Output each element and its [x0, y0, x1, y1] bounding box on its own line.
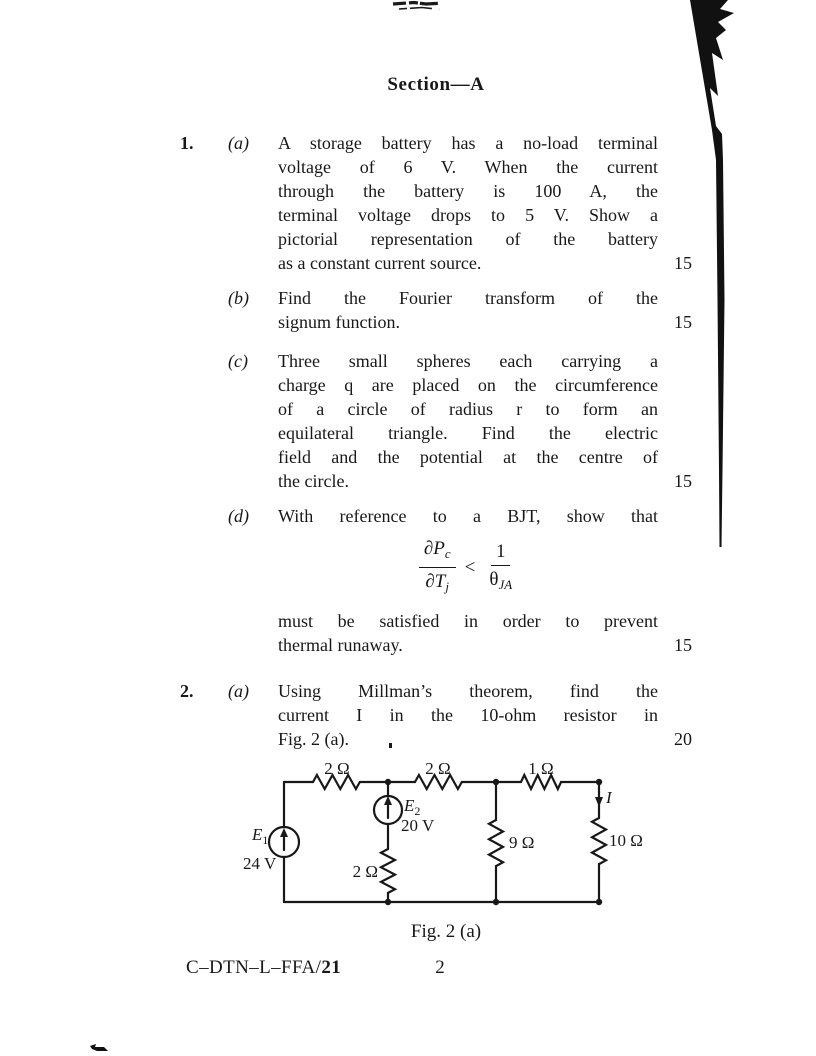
question-1b	[180, 286, 692, 334]
scan-artifact-strikethrough	[392, 0, 456, 14]
fraction-denominator: $\partial T_j$	[425, 571, 450, 594]
figure-caption: Fig. 2 (a)	[410, 921, 482, 942]
label-current-i: I	[606, 788, 612, 807]
question-text	[278, 349, 658, 493]
question-text	[278, 131, 658, 275]
text-line: A storage battery has a no-load terminal	[278, 133, 658, 153]
circuit-arrowheads-and-nodes	[280, 779, 603, 905]
inequality-formula	[278, 537, 658, 599]
label-resistor-10ohm: 10 Ω	[609, 831, 643, 850]
label-source-e1: $E_1$	[252, 825, 269, 847]
question-number	[180, 286, 228, 334]
part-label: (a)	[228, 133, 249, 153]
marks-value: 15	[674, 253, 692, 273]
text-line: equilateral triangle. Find the electric	[278, 423, 658, 443]
label-source-e1-value: 24 V	[243, 854, 277, 873]
circuit-diagram-fig-2a	[220, 748, 680, 918]
question-number	[180, 504, 228, 657]
label-resistor-1ohm: 1 Ω	[528, 759, 554, 778]
question-text	[278, 504, 658, 657]
fraction-numerator: 1	[491, 540, 511, 566]
question-text	[278, 286, 658, 334]
resistor-10ohm	[592, 818, 606, 864]
text-line: the circle.	[278, 471, 349, 491]
text-line: thermal runaway.	[278, 635, 403, 655]
text-line: Fig. 2 (a).	[278, 729, 349, 749]
question-1a	[180, 131, 692, 275]
resistor-9ohm	[489, 820, 503, 866]
paper-code: C–DTN–L–FFA/21	[186, 957, 342, 978]
fraction-denominator: $\theta_{JA}$	[489, 568, 513, 592]
marks-value: 15	[674, 312, 692, 332]
part-label: (b)	[228, 288, 249, 308]
question-number: 2.	[180, 681, 194, 701]
part-label: (c)	[228, 351, 248, 371]
circuit-labels	[243, 759, 643, 881]
text-line: Using Millman’s theorem, find the	[278, 681, 658, 701]
resistor-2ohm-vertical	[381, 849, 395, 893]
question-text	[278, 679, 658, 751]
label-resistor-2ohm-vertical: 2 Ω	[352, 862, 378, 881]
question-1c	[180, 349, 692, 493]
text-line: terminal voltage drops to 5 V. Show a	[278, 205, 658, 225]
label-source-e2-value: 20 V	[401, 816, 435, 835]
text-line: With reference to a BJT, show that	[278, 506, 658, 526]
text-line: must be satisfied in order to prevent	[278, 611, 658, 631]
part-label: (d)	[228, 506, 249, 526]
question-1d	[180, 504, 692, 657]
label-source-e2: $E_2$	[404, 796, 421, 818]
text-line: of a circle of radius r to form an	[278, 399, 658, 419]
label-resistor-2ohm-left: 2 Ω	[324, 759, 350, 778]
text-line: Find the Fourier transform of the	[278, 288, 658, 308]
text-line: pictorial representation of the battery	[278, 229, 658, 249]
circuit-wires	[269, 775, 606, 902]
part-label: (a)	[228, 681, 249, 701]
marks-value: 20	[674, 729, 692, 749]
text-line: as a constant current source.	[278, 253, 482, 273]
question-2a	[180, 679, 692, 751]
current-arrowhead	[595, 797, 603, 807]
section-heading: Section—A	[387, 74, 485, 95]
marks-value: 15	[674, 635, 692, 655]
scan-artifact-bottom-smudge	[88, 1042, 112, 1054]
text-line: voltage of 6 V. When the current	[278, 157, 658, 177]
text-line: charge q are placed on the circumference	[278, 375, 658, 395]
text-line: signum function.	[278, 312, 400, 332]
fraction-right	[484, 540, 517, 597]
question-number: 1.	[180, 133, 194, 153]
fraction-numerator: $\partial P_c$	[419, 537, 456, 568]
label-resistor-9ohm: 9 Ω	[509, 833, 535, 852]
relation-symbol: <	[464, 557, 476, 578]
text-line: through the battery is 100 A, the	[278, 181, 658, 201]
text-line: Three small spheres each carrying a	[278, 351, 658, 371]
page-number: 2	[435, 957, 445, 978]
label-resistor-2ohm-middle: 2 Ω	[425, 759, 451, 778]
fraction-left	[419, 537, 456, 599]
text-line: field and the potential at the centre of	[278, 447, 658, 467]
marks-value: 15	[674, 471, 692, 491]
text-line: current I in the 10-ohm resistor in	[278, 705, 658, 725]
question-number	[180, 349, 228, 493]
